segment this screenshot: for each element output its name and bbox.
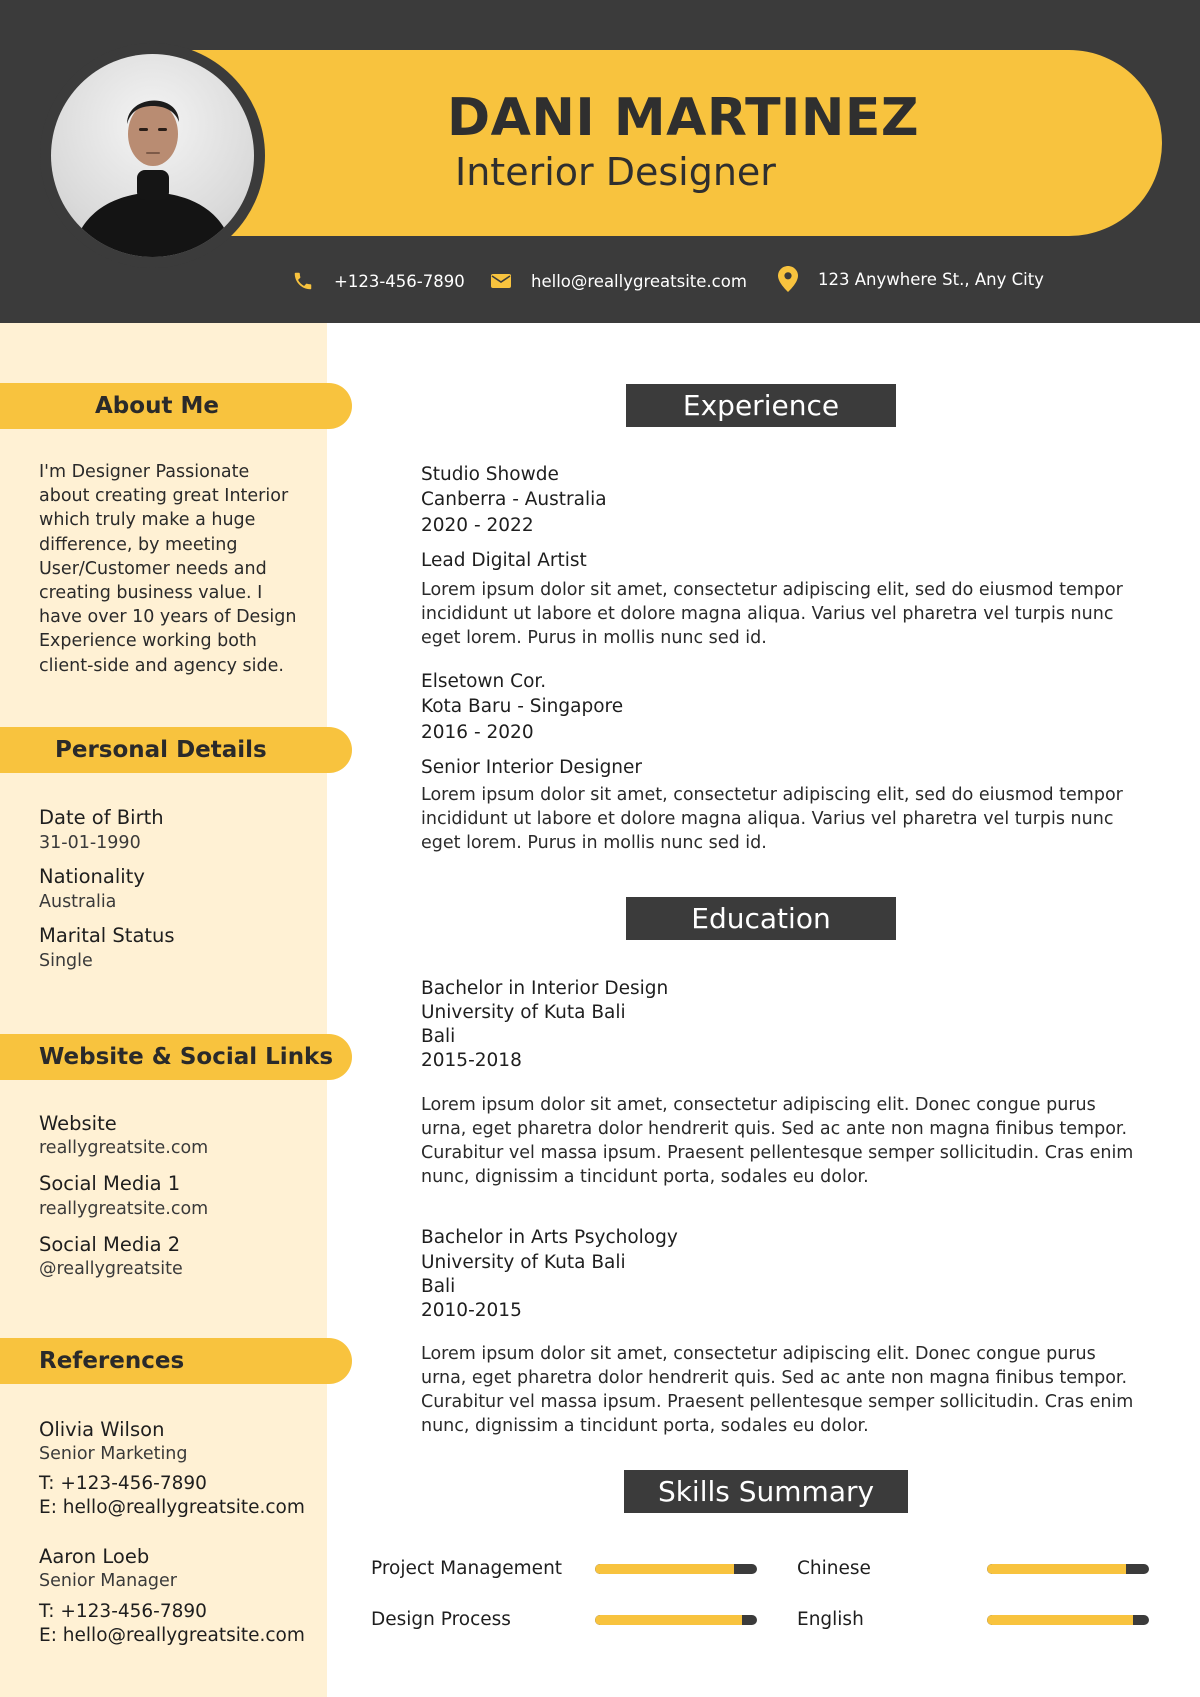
reference-email[interactable]: E: hello@reallygreatsite.com — [39, 1497, 305, 1518]
skills-heading: Skills Summary — [624, 1470, 908, 1513]
reference-role: Senior Manager — [39, 1571, 178, 1591]
social-media-2-link[interactable]: @reallygreatsite — [39, 1259, 183, 1279]
contact-phone[interactable] — [292, 268, 465, 294]
experience-years: 2016 - 2020 — [421, 722, 534, 743]
about-heading: About Me — [0, 383, 352, 429]
personal-label: Nationality — [39, 865, 145, 888]
personal-label: Date of Birth — [39, 806, 164, 829]
link-label: Social Media 1 — [39, 1172, 181, 1195]
experience-role: Lead Digital Artist — [421, 550, 587, 571]
reference-name: Aaron Loeb — [39, 1545, 150, 1568]
skill-bar-fill — [987, 1564, 1126, 1574]
education-description: Lorem ipsum dolor sit amet, consectetur adipiscing elit. Donec congue purus urna, eget pharetra dolor hendrerit quis. Sed ac ante non magna finibus tempor. Curabitur vel massa ipsum. Praesent pellentesque semper sollicitudin. Cras enim nunc, dignissim a tincidunt porta, sodales eu dolor. — [421, 1344, 1134, 1436]
experience-description: Lorem ipsum dolor sit amet, consectetur adipiscing elit, sed do eiusmod tempor incididunt ut labore et dolore magna aliqua. Varius vel pharetra vel turpis nunc eget lorem. Purus in mollis nunc sed id. — [421, 580, 1123, 648]
education-heading: Education — [626, 897, 896, 940]
education-place: Bali — [421, 1276, 456, 1297]
location-pin-icon — [778, 266, 798, 292]
job-title: Interior Designer — [455, 150, 776, 194]
education-years: 2010-2015 — [421, 1300, 522, 1321]
experience-location: Canberra - Australia — [421, 489, 607, 510]
experience-years: 2020 - 2022 — [421, 515, 534, 536]
skill-bar — [987, 1615, 1149, 1625]
personal-value: Australia — [39, 892, 117, 912]
phone-text: +123-456-7890 — [334, 271, 465, 291]
profile-photo — [51, 54, 254, 257]
education-school: University of Kuta Bali — [421, 1002, 626, 1023]
skill-name: English — [797, 1609, 864, 1630]
references-heading: References — [0, 1338, 352, 1384]
reference-name: Olivia Wilson — [39, 1418, 165, 1441]
experience-location: Kota Baru - Singapore — [421, 696, 624, 717]
envelope-icon — [491, 273, 511, 289]
social-media-1-link[interactable]: reallygreatsite.com — [39, 1199, 209, 1219]
experience-company: Elsetown Cor. — [421, 671, 547, 692]
reference-phone: T: +123-456-7890 — [39, 1601, 207, 1622]
personal-details-heading: Personal Details — [0, 727, 352, 773]
education-description: Lorem ipsum dolor sit amet, consectetur adipiscing elit. Donec congue purus urna, eget pharetra dolor hendrerit quis. Sed ac ante non magna finibus tempor. Curabitur vel massa ipsum. Praesent pellentesque semper sollicitudin. Cras enim nunc, dignissim a tincidunt porta, sodales eu dolor. — [421, 1095, 1134, 1187]
skill-bar-fill — [595, 1564, 734, 1574]
education-years: 2015-2018 — [421, 1050, 522, 1071]
reference-email[interactable]: E: hello@reallygreatsite.com — [39, 1625, 305, 1646]
links-heading: Website & Social Links — [0, 1034, 352, 1080]
education-degree: Bachelor in Arts Psychology — [421, 1227, 678, 1248]
link-label: Social Media 2 — [39, 1233, 181, 1256]
website-link[interactable]: reallygreatsite.com — [39, 1138, 209, 1158]
contact-email[interactable] — [491, 268, 747, 294]
experience-description: Lorem ipsum dolor sit amet, consectetur adipiscing elit, sed do eiusmod tempor incididunt ut labore et dolore magna aliqua. Varius vel pharetra vel turpis nunc eget lorem. Purus in mollis nunc sed id. — [421, 785, 1123, 853]
education-degree: Bachelor in Interior Design — [421, 978, 669, 999]
skill-bar — [987, 1564, 1149, 1574]
education-school: University of Kuta Bali — [421, 1252, 626, 1273]
personal-label: Marital Status — [39, 924, 175, 947]
personal-value: Single — [39, 951, 93, 971]
link-label: Website — [39, 1112, 117, 1135]
skill-bar-fill — [987, 1615, 1133, 1625]
about-text: I'm Designer Passionate about creating great Interior which truly make a huge difference, by meeting User/Customer needs and creating business value. I have over 10 years of Design Experience working both client-side and agency side. — [39, 462, 297, 676]
email-text: hello@reallygreatsite.com — [531, 271, 747, 291]
skill-bar — [595, 1615, 757, 1625]
contact-address — [778, 266, 1044, 292]
reference-role: Senior Marketing — [39, 1444, 188, 1464]
experience-heading: Experience — [626, 384, 896, 427]
personal-value: 31-01-1990 — [39, 833, 141, 853]
address-text: 123 Anywhere St., Any City — [818, 269, 1044, 289]
phone-icon — [292, 270, 314, 292]
experience-role: Senior Interior Designer — [421, 757, 643, 778]
reference-phone: T: +123-456-7890 — [39, 1473, 207, 1494]
skill-bar — [595, 1564, 757, 1574]
skill-name: Project Management — [371, 1558, 563, 1579]
skill-bar-fill — [595, 1615, 742, 1625]
person-name: DANI MARTINEZ — [447, 88, 920, 148]
experience-company: Studio Showde — [421, 464, 559, 485]
education-place: Bali — [421, 1026, 456, 1047]
skill-name: Chinese — [797, 1558, 871, 1579]
skill-name: Design Process — [371, 1609, 511, 1630]
